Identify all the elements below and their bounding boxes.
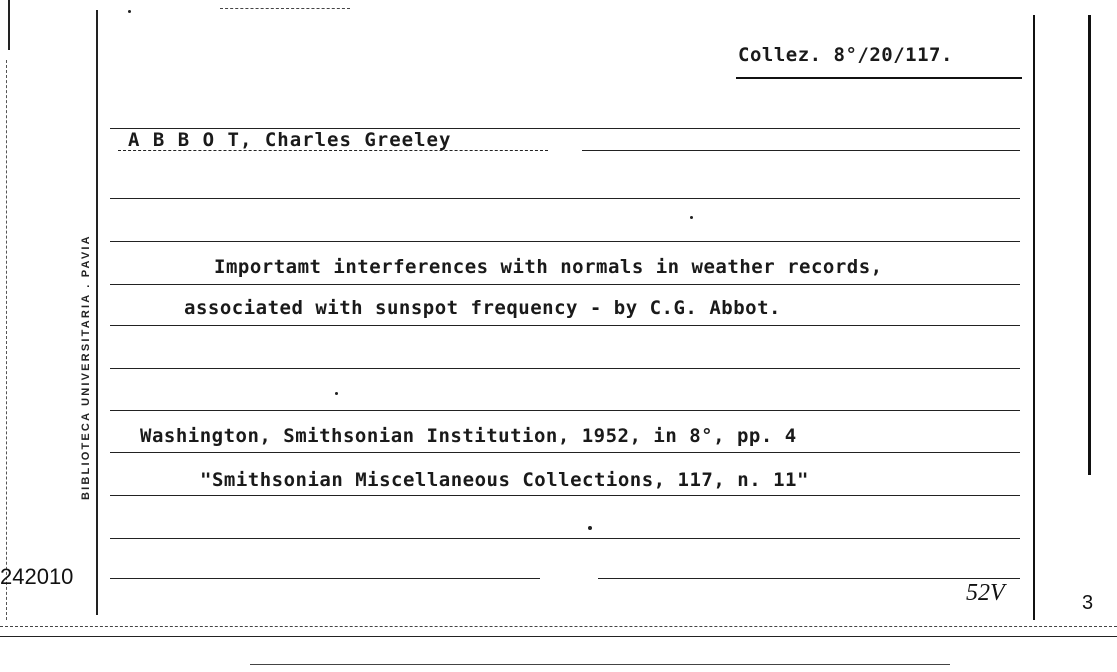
author-heading: A B B O T, Charles Greeley [128, 129, 452, 151]
ruled-line-10 [110, 495, 1020, 496]
ruled-line-5 [110, 284, 1020, 285]
inventory-number: 242010 [0, 564, 74, 589]
top-scan-line [220, 8, 350, 9]
ruled-line-8 [110, 410, 1020, 411]
collocation-underline [736, 77, 1022, 79]
ruled-line-3 [110, 198, 1020, 199]
bottom-edge-line-2 [0, 636, 1117, 637]
library-stamp: BIBLIOTECA UNIVERSITARIA . PAVIA [80, 234, 92, 500]
right-edge-line [1088, 15, 1091, 475]
card-right-margin-line [1033, 15, 1035, 620]
handwritten-note: 52V [966, 580, 1005, 606]
scan-speck [690, 216, 693, 219]
ruled-line-7 [110, 368, 1020, 369]
left-margin-dash-line [6, 60, 7, 620]
ruled-line-12a [110, 578, 540, 579]
bottom-edge-line-3 [250, 664, 950, 665]
series-statement: "Smithsonian Miscellaneous Collections, 117, n. 11" [200, 469, 809, 491]
ruled-line-4 [110, 241, 1020, 242]
ruled-line-6 [110, 325, 1020, 326]
ruled-line-11 [110, 538, 1020, 539]
left-edge-line [8, 0, 10, 50]
title-line-2: associated with sunspot frequency - by C.G. Abbot. [184, 297, 781, 319]
card-left-margin-line [96, 10, 98, 615]
ruled-line-2b [582, 150, 1020, 151]
collocation-shelfmark: Collez. 8°/20/117. [738, 44, 953, 66]
edge-mark: 3 [1082, 592, 1094, 614]
imprint-line: Washington, Smithsonian Institution, 1952, in 8°, pp. 4 [140, 425, 797, 447]
scan-speck [588, 526, 592, 530]
ruled-line-12b [598, 578, 1020, 579]
title-line-1: Importamt interferences with normals in weather records, [214, 256, 883, 278]
bottom-edge-line-1 [0, 626, 1117, 627]
scan-speck [335, 392, 338, 395]
scan-speck [128, 10, 131, 13]
ruled-line-9 [110, 452, 1020, 453]
